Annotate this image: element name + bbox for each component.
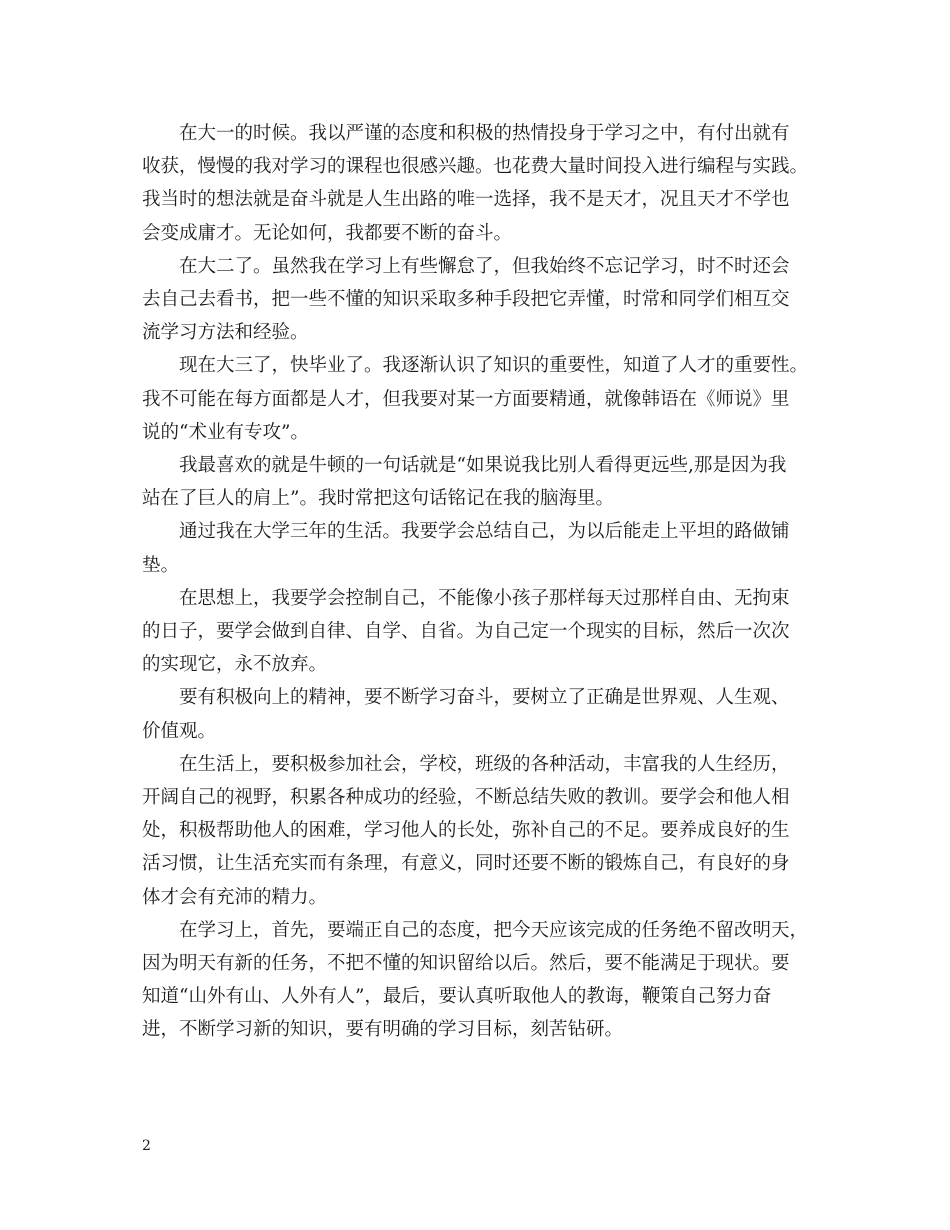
paragraph — [142, 515, 814, 581]
paragraph-line: 收获，慢慢的我对学习的课程也很感兴趣。也花费大量时间投入进行编程与实践。 — [142, 156, 809, 178]
paragraph-line: 流学习方法和经验。 — [142, 322, 309, 344]
body-text — [142, 117, 814, 1047]
paragraph-line: 体才会有充沛的精力。 — [142, 886, 328, 908]
paragraph-line: 通过我在大学三年的生活。我要学会总结自己，为以后能走上平坦的路做铺 — [179, 521, 790, 543]
paragraph — [142, 681, 814, 747]
paragraph-line: 我不可能在每方面都是人才，但我要对某一方面要精通，就像韩语在《师说》里 — [142, 388, 790, 410]
paragraph-line: 知道“山外有山、人外有人”，最后，要认真听取他人的教诲，鞭策自己努力奋 — [142, 986, 772, 1008]
paragraph — [142, 914, 814, 1047]
paragraph — [142, 250, 814, 350]
paragraph-line: 进，不断学习新的知识，要有明确的学习目标，刻苦钻研。 — [142, 1019, 624, 1041]
paragraph-line: 开阔自己的视野，积累各种成功的经验，不断总结失败的教训。要学会和他人相 — [142, 787, 790, 809]
page-number: 2 — [142, 1138, 151, 1154]
paragraph — [142, 449, 814, 515]
paragraph-line: 处，积极帮助他人的困难，学习他人的长处，弥补自己的不足。要养成良好的生 — [142, 820, 790, 842]
paragraph-line: 价值观。 — [142, 720, 217, 742]
paragraph-line: 垫。 — [142, 554, 180, 576]
paragraph-line: 在思想上，我要学会控制自己，不能像小孩子那样每天过那样自由、无拘束 — [179, 587, 790, 609]
paragraph-line: 站在了巨人的肩上”。我时常把这句话铭记在我的脑海里。 — [142, 488, 614, 510]
paragraph-line: 的日子，要学会做到自律、自学、自省。为自己定一个现实的目标，然后一次次 — [142, 621, 790, 643]
paragraph-line: 因为明天有新的任务，不把不懂的知识留给以后。然后，要不能满足于现状。要 — [142, 953, 790, 975]
paragraph-line: 说的“术业有专攻”。 — [142, 421, 309, 443]
paragraph-line: 我当时的想法就是奋斗就是人生出路的唯一选择，我不是天才，况且天才不学也 — [142, 189, 790, 211]
paragraph-line: 在生活上，要积极参加社会，学校，班级的各种活动，丰富我的人生经历， — [179, 753, 790, 775]
paragraph — [142, 582, 814, 682]
paragraph — [142, 349, 814, 449]
paragraph-line: 要有积极向上的精神，要不断学习奋斗，要树立了正确是世界观、人生观、 — [179, 687, 790, 709]
paragraph-line: 在大二了。虽然我在学习上有些懈怠了，但我始终不忘记学习，时不时还会 — [179, 255, 790, 277]
paragraph-line: 去自己去看书，把一些不懂的知识采取多种手段把它弄懂，时常和同学们相互交 — [142, 289, 790, 311]
paragraph — [142, 748, 814, 914]
paragraph — [142, 117, 814, 250]
paragraph-line: 我最喜欢的就是牛顿的一句话就是“如果说我比别人看得更远些,那是因为我 — [179, 455, 787, 477]
paragraph-line: 的实现它，永不放弃。 — [142, 654, 328, 676]
paragraph-line: 现在大三了，快毕业了。我逐渐认识了知识的重要性，知道了人才的重要性。 — [179, 355, 809, 377]
paragraph-line: 会变成庸才。无论如何，我都要不断的奋斗。 — [142, 222, 513, 244]
paragraph-line: 活习惯，让生活充实而有条理，有意义，同时还要不断的锻炼自己，有良好的身 — [142, 853, 790, 875]
paragraph-line: 在大一的时候。我以严谨的态度和积极的热情投身于学习之中，有付出就有 — [179, 123, 790, 144]
paragraph-line: 在学习上，首先，要端正自己的态度，把今天应该完成的任务绝不留改明天， — [179, 919, 809, 941]
